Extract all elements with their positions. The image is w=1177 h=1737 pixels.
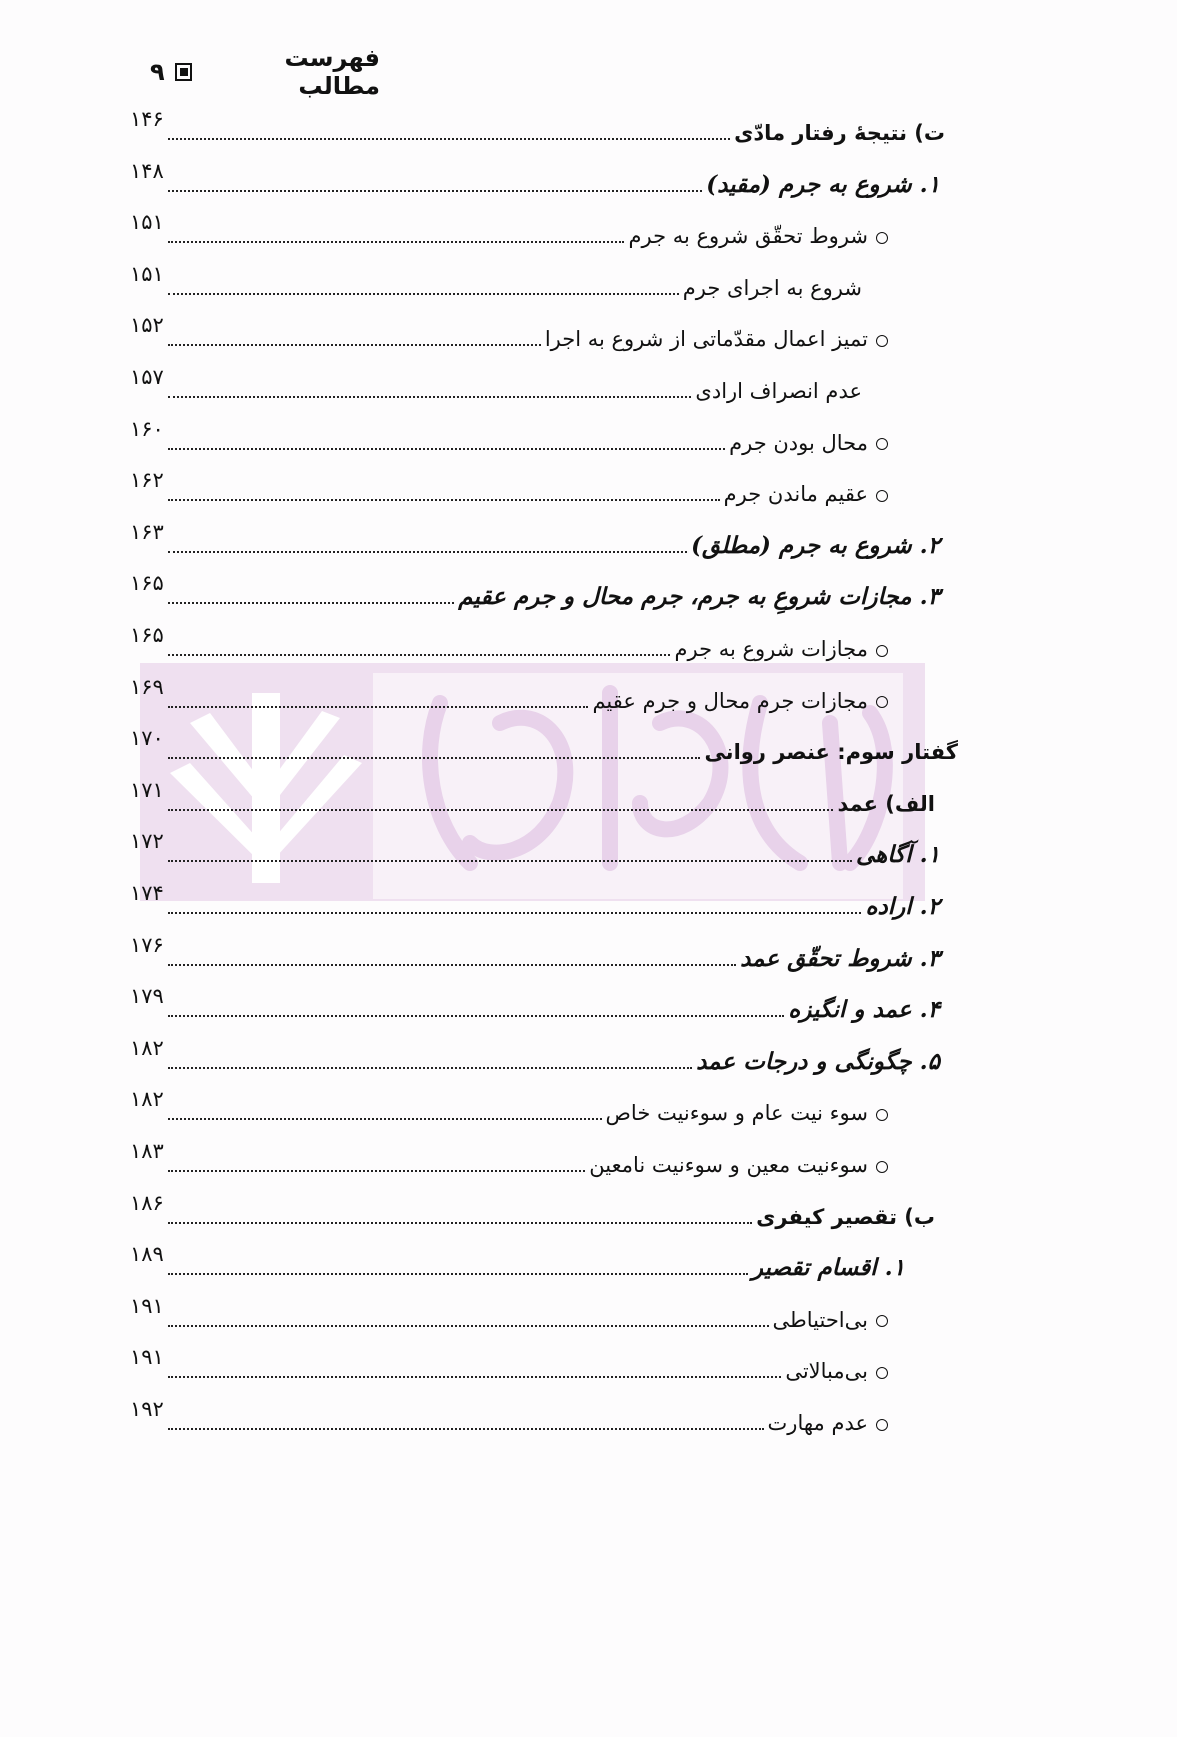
- toc-entry-page-number: ۱۸۲: [130, 1087, 164, 1112]
- toc-entry-text: بی‌احتیاطی: [772, 1307, 868, 1332]
- toc-entry-text: بی‌مبالاتی: [785, 1359, 868, 1384]
- dot-leader: [168, 1067, 692, 1069]
- toc-entry-page-number: ۱۷۹: [130, 984, 164, 1009]
- dot-leader: [168, 138, 730, 140]
- toc-entry-text: مجازات جرم محال و جرم عقیم: [592, 688, 868, 713]
- dot-leader: [168, 293, 679, 295]
- toc-entry[interactable]: [130, 468, 888, 509]
- toc-entry[interactable]: [130, 416, 888, 458]
- toc-entry-text: ۴. عمد و انگیزه: [788, 996, 940, 1024]
- circle-bullet-icon: [876, 1367, 888, 1379]
- toc-entry-page-number: ۱۷۴: [130, 881, 164, 905]
- dot-leader: [168, 1118, 602, 1120]
- toc-entry[interactable]: [130, 210, 888, 251]
- toc-entry-label: [788, 995, 940, 1025]
- toc-entry-label: [545, 324, 888, 354]
- toc-entry-page-number: ۱۷۰: [130, 726, 164, 751]
- toc-entry-text: گفتار سوم: عنصر روانی: [704, 740, 958, 765]
- dot-leader: [168, 190, 702, 192]
- toc-entry-page-number: ۱۸۳: [130, 1139, 164, 1163]
- dot-leader: [168, 809, 834, 811]
- toc-entry-text: تمیز اعمال مقدّماتی از شروع به اجرا: [544, 327, 868, 352]
- toc-entry-label: [628, 221, 888, 251]
- circle-bullet-icon: [876, 696, 888, 708]
- toc-entry-page-number: ۱۵۱: [130, 210, 164, 235]
- toc-entry-text: شروع به اجرای جرم: [682, 275, 862, 300]
- toc-entry-label: [768, 1408, 888, 1438]
- toc-entry-label: [696, 1047, 940, 1077]
- toc-entry-text: سوءنیت معین و سوءنیت نامعین: [589, 1153, 868, 1177]
- toc-entry[interactable]: [130, 571, 940, 612]
- circle-bullet-icon: [876, 645, 888, 657]
- toc-entry-label: [734, 118, 945, 148]
- toc-entry-page-number: ۱۷۱: [130, 777, 164, 802]
- dot-leader: [168, 551, 687, 553]
- toc-entry-text: ۳. مجازات شروعِ به جرم، جرم محال و جرم عقیم: [458, 583, 940, 611]
- toc-entry-page-number: ۱۸۹: [130, 1242, 164, 1267]
- toc-entry-page-number: ۱۴۸: [130, 158, 164, 183]
- dot-leader: [168, 499, 720, 501]
- toc-entry-label: [856, 840, 940, 870]
- dot-leader: [168, 241, 625, 243]
- toc-entry[interactable]: [130, 1087, 888, 1128]
- toc-entry-text: ۱. اقسام تقصیر: [751, 1254, 905, 1282]
- toc-entry-label: [740, 944, 940, 974]
- toc-entry-page-number: ۱۶۹: [130, 674, 164, 699]
- circle-bullet-icon: [876, 1109, 888, 1121]
- toc-entry-label: [589, 1150, 888, 1180]
- toc-entry[interactable]: [130, 623, 888, 664]
- toc-entry-page-number: ۱۹۱: [130, 1345, 164, 1370]
- toc-entry[interactable]: [130, 777, 935, 819]
- toc-entry-page-number: ۱۵۷: [130, 365, 164, 389]
- dot-leader: [168, 344, 541, 346]
- toc-entry[interactable]: [130, 519, 940, 561]
- toc-entry-page-number: ۱۶۵: [130, 571, 164, 596]
- toc-entry-text: ۱. شروع به جرم (مقید): [706, 170, 940, 198]
- toc-entry-text: محال بودن جرم: [729, 430, 868, 455]
- toc-entry-text: عدم انصراف ارادی: [695, 379, 862, 403]
- toc-entry[interactable]: [130, 1242, 905, 1283]
- toc-entry-label: [837, 789, 935, 819]
- toc-entry-text: الف) عمد: [837, 791, 935, 816]
- toc-entry-page-number: ۱۶۵: [130, 623, 164, 647]
- toc-entry-label: [724, 479, 888, 509]
- dot-leader: [168, 964, 736, 966]
- toc-entry-text: مجازات شروع به جرم: [674, 637, 868, 661]
- toc-entry[interactable]: [130, 107, 945, 148]
- circle-bullet-icon: [876, 438, 888, 450]
- toc-entry[interactable]: [130, 881, 940, 922]
- toc-entry[interactable]: [130, 1293, 888, 1335]
- circle-bullet-icon: [876, 1161, 888, 1173]
- toc-entry-text: ۲. شروع به جرم (مطلق): [691, 531, 940, 559]
- toc-entry-text: ۳. شروط تحقّق عمد: [740, 944, 940, 972]
- toc-entry-label: [674, 634, 888, 664]
- dot-leader: [168, 602, 454, 604]
- toc-entry[interactable]: [130, 1345, 888, 1386]
- circle-bullet-icon: [876, 1315, 888, 1327]
- dot-leader: [168, 1170, 585, 1172]
- toc-entry-label: [606, 1098, 888, 1128]
- toc-entry[interactable]: [130, 158, 940, 200]
- toc-entry-label: [756, 1202, 935, 1232]
- toc-entry[interactable]: [130, 984, 940, 1025]
- dot-leader: [168, 1376, 781, 1378]
- toc-entry-label: [729, 428, 888, 458]
- toc-entry-label: [785, 1356, 888, 1386]
- toc-entry-text: ب) تقصیر کیفری: [756, 1204, 935, 1229]
- toc-entry-page-number: ۱۶۰: [130, 416, 164, 441]
- dot-leader: [168, 1325, 769, 1327]
- header-page-number: ۹: [150, 58, 165, 86]
- toc-entry-page-number: ۱۵۲: [130, 313, 164, 338]
- toc-entry-label: [752, 1253, 905, 1283]
- toc-entry-page-number: ۱۹۲: [130, 1397, 164, 1421]
- toc-entry-label: [592, 686, 888, 716]
- toc-entry[interactable]: [130, 674, 888, 716]
- toc-entry-page-number: ۱۶۲: [130, 468, 164, 493]
- dot-leader: [168, 654, 671, 656]
- toc-entry[interactable]: [130, 932, 940, 974]
- dot-leader: [168, 757, 701, 759]
- toc-entry-text: سوء نیت عام و سوءنیت خاص: [605, 1101, 868, 1126]
- dot-leader: [168, 912, 862, 914]
- toc-entry[interactable]: [130, 313, 888, 354]
- toc-entry-page-number: ۱۹۱: [130, 1293, 164, 1318]
- toc-entry[interactable]: [130, 365, 862, 406]
- toc-entry-text: ۵. چگونگی و درجات عمد: [696, 1047, 940, 1075]
- toc-entry-page-number: ۱۷۶: [130, 932, 164, 957]
- dot-leader: [168, 706, 589, 708]
- toc-entry-text: عدم مهارت: [767, 1411, 868, 1435]
- dot-leader: [168, 1428, 764, 1430]
- toc-entry-page-number: ۱۴۶: [130, 107, 164, 131]
- toc-entry[interactable]: [130, 829, 940, 870]
- toc-entry[interactable]: [130, 726, 958, 767]
- circle-bullet-icon: [876, 335, 888, 347]
- toc-entry-text: شروط تحقّق شروع به جرم: [628, 224, 868, 249]
- dot-leader: [168, 1222, 752, 1224]
- circle-bullet-icon: [876, 232, 888, 244]
- circle-bullet-icon: [876, 1419, 888, 1431]
- toc-entry-label: [695, 376, 862, 406]
- dot-leader: [168, 448, 725, 450]
- toc-entry-text: ۱. آگاهی: [855, 841, 940, 869]
- header-title: فهرست مطالب: [284, 44, 380, 100]
- dot-leader: [168, 1015, 784, 1017]
- toc-entry-page-number: ۱۵۱: [130, 261, 164, 286]
- dot-leader: [168, 396, 692, 398]
- dot-leader: [168, 860, 852, 862]
- circle-bullet-icon: [876, 490, 888, 502]
- toc-entry[interactable]: [130, 1035, 940, 1077]
- toc-entry[interactable]: [130, 1139, 888, 1180]
- toc-entry-label: [865, 892, 940, 922]
- toc-entry-page-number: ۱۸۶: [130, 1190, 164, 1215]
- toc-entry-label: [704, 737, 958, 767]
- toc-entry-page-number: ۱۶۳: [130, 519, 164, 544]
- toc-entry[interactable]: [130, 261, 862, 303]
- toc-entry[interactable]: [130, 1397, 888, 1438]
- dot-leader: [168, 1273, 748, 1275]
- toc-entry-label: [706, 170, 940, 200]
- toc-entry-page-number: ۱۷۲: [130, 829, 164, 854]
- toc-entry-page-number: ۱۸۲: [130, 1035, 164, 1060]
- toc-entry[interactable]: [130, 1190, 935, 1232]
- toc-entry-text: ت) نتیجهٔ رفتار مادّی: [734, 121, 945, 145]
- toc-entry-text: ۲. اراده: [865, 893, 940, 920]
- toc-entry-label: [683, 273, 862, 303]
- toc-entry-label: [458, 582, 940, 612]
- toc-entry-label: [691, 531, 940, 561]
- toc-entry-label: [773, 1305, 888, 1335]
- toc-entry-text: عقیم ماندن جرم: [723, 482, 868, 507]
